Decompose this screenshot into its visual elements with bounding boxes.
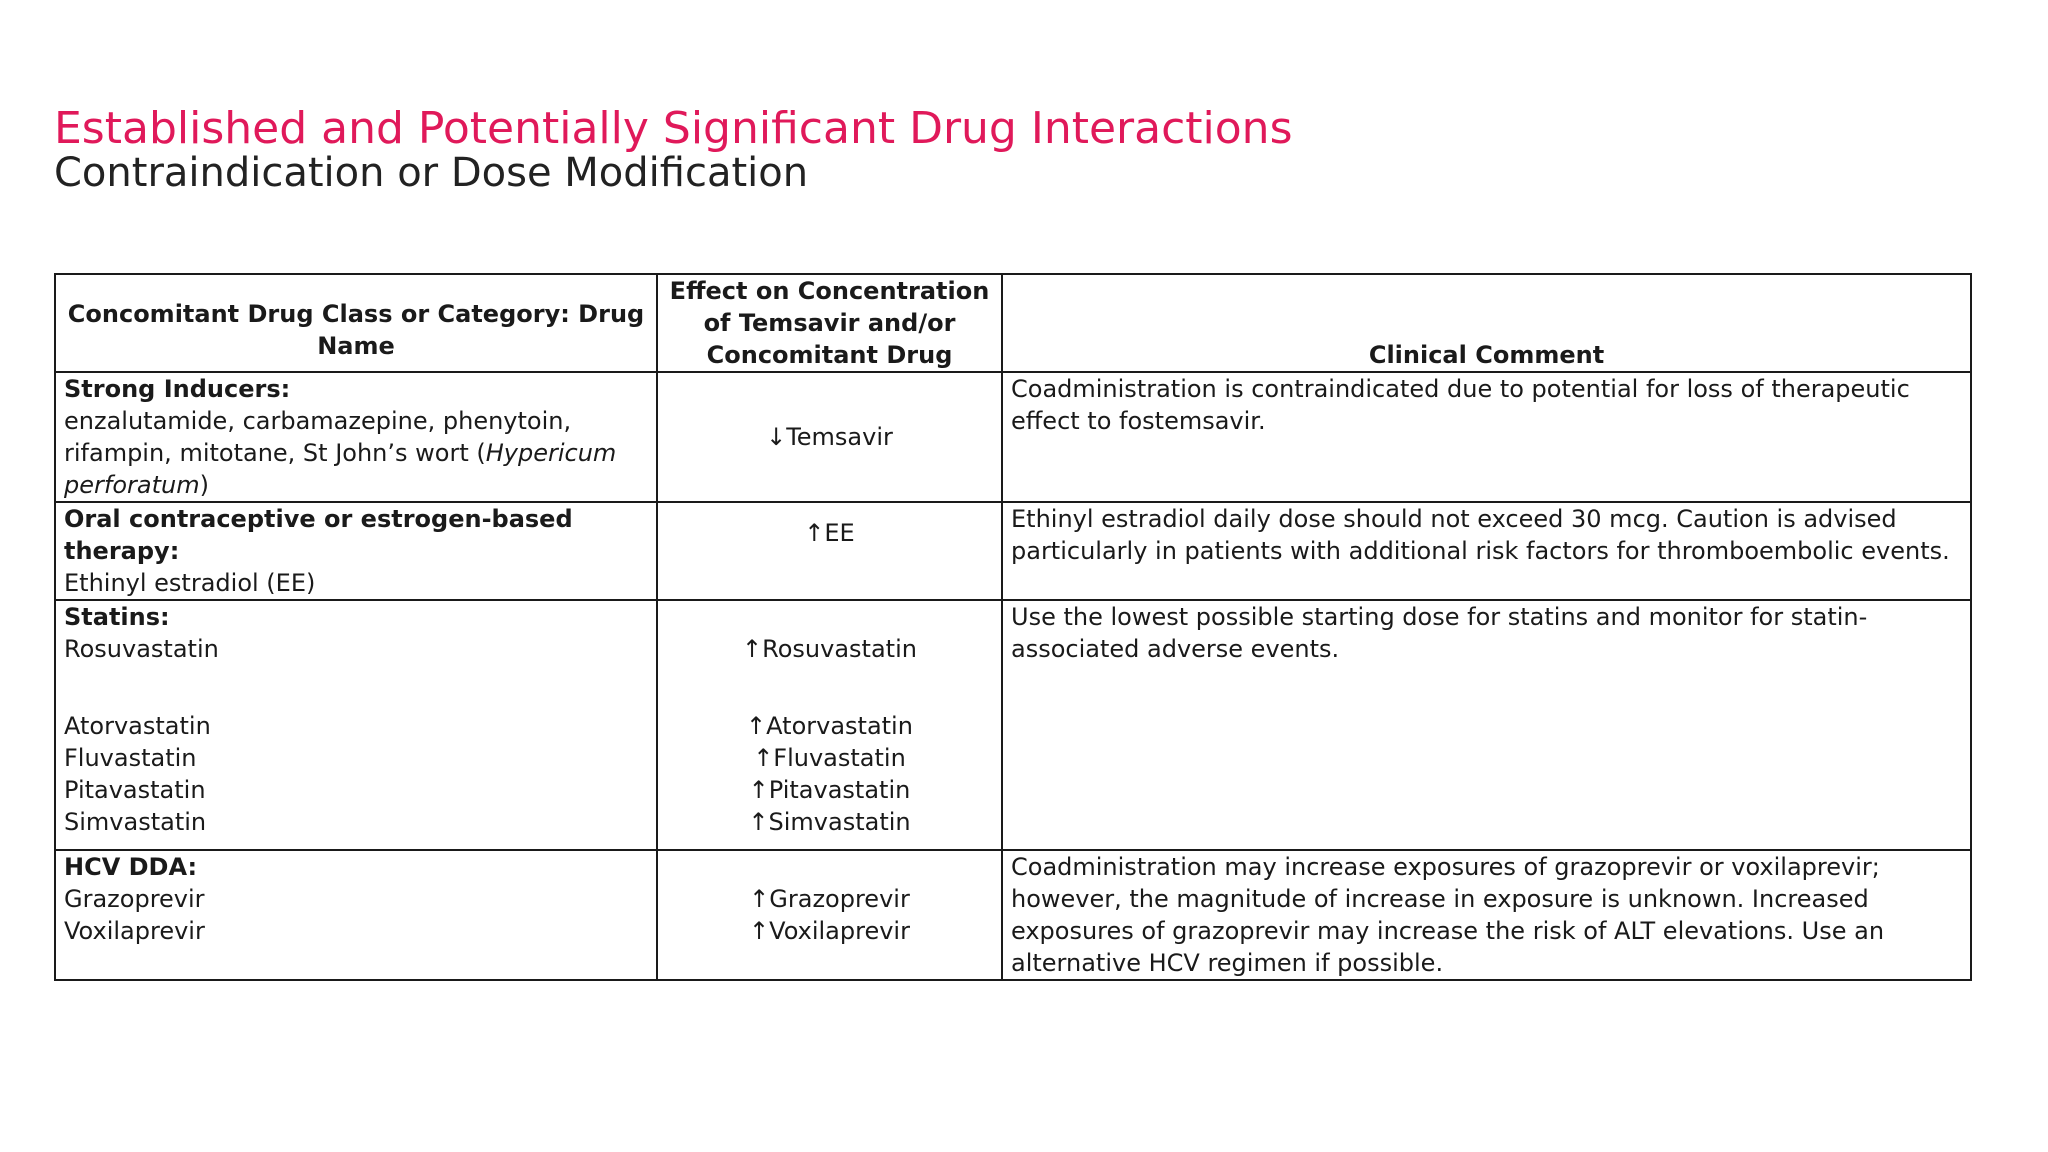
effect-value: ↑Fluvastatin [753,744,906,772]
slide-subtitle: Contraindication or Dose Modification [54,150,809,196]
drug-name: Atorvastatin [64,712,211,740]
drug-name: Fluvastatin [64,744,197,772]
drug-class-cell [55,372,657,502]
effect-cell [657,372,1002,502]
effect-cell [657,502,1002,600]
header-clinical-comment-label: Clinical Comment [1368,341,1605,369]
table-row [55,850,1971,980]
comment-text: Coadministration may increase exposures of grazoprevir or voxilaprevir; however, the magnitude of increase in exposure is unknown. Increased exposures of grazoprevir may increase the risk of ALT elevations. Use an alternative HCV regimen if possible. [1011,853,1885,977]
slide-title: Established and Potentially Significant Drug Interactions [54,103,1293,154]
table-header-row [55,274,1971,372]
effect-cell [657,850,1002,980]
table-row [55,372,1971,502]
category-label: Oral contraceptive or estrogen-based therapy: [64,505,573,565]
comment-cell [1002,372,1971,502]
drug-name: Pitavastatin [64,776,206,804]
drug-names-close: ) [199,471,209,499]
comment-text: Ethinyl estradiol daily dose should not exceed 30 mcg. Caution is advised particularly in patients with additional risk factors for thromboembolic events. [1011,505,1950,565]
header-drug-class [55,274,657,372]
effect-cell [657,600,1002,850]
category-label: Strong Inducers: [64,375,291,403]
drug-names-text: enzalutamide, carbamazepine, phenytoin, rifampin, mitotane, St John’s wort ( [64,407,572,467]
drug-class-cell [55,600,657,850]
drug-name: Rosuvastatin [64,635,219,663]
effect-value: ↑Voxilaprevir [749,917,910,945]
drug-names-italic: Hypericum perforatum [64,439,617,499]
comment-text: Use the lowest possible starting dose for statins and monitor for statin-associated adverse events. [1011,603,1868,663]
drug-name: Simvastatin [64,808,207,836]
header-clinical-comment [1002,274,1971,372]
comment-text: Coadministration is contraindicated due to potential for loss of therapeutic effect to fostemsavir. [1011,375,1910,435]
effect-value: ↑Atorvastatin [746,712,913,740]
table-row [55,502,1971,600]
effect-value: ↑Rosuvastatin [742,635,917,663]
effect-value: ↑EE [804,519,855,547]
drug-names: Ethinyl estradiol (EE) [64,569,316,597]
drug-name: Grazoprevir [64,885,205,913]
comment-cell [1002,600,1971,850]
table-row [55,600,1971,850]
effect-value: ↓Temsavir [766,423,893,451]
comment-cell [1002,850,1971,980]
drug-class-cell [55,850,657,980]
header-drug-class-label: Concomitant Drug Class or Category: Drug Name [67,300,645,360]
drug-class-cell [55,502,657,600]
category-label: Statins: [64,603,170,631]
category-label: HCV DDA: [64,853,198,881]
header-effect [657,274,1002,372]
effect-value: ↑Pitavastatin [748,776,911,804]
effect-value: ↑Simvastatin [748,808,911,836]
effect-value: ↑Grazoprevir [749,885,910,913]
drug-interactions-table [54,273,1972,981]
drug-names [64,405,648,501]
comment-cell [1002,502,1971,600]
drug-name: Voxilaprevir [64,917,205,945]
header-effect-label: Effect on Concentration of Temsavir and/or Concomitant Drug [669,277,990,369]
